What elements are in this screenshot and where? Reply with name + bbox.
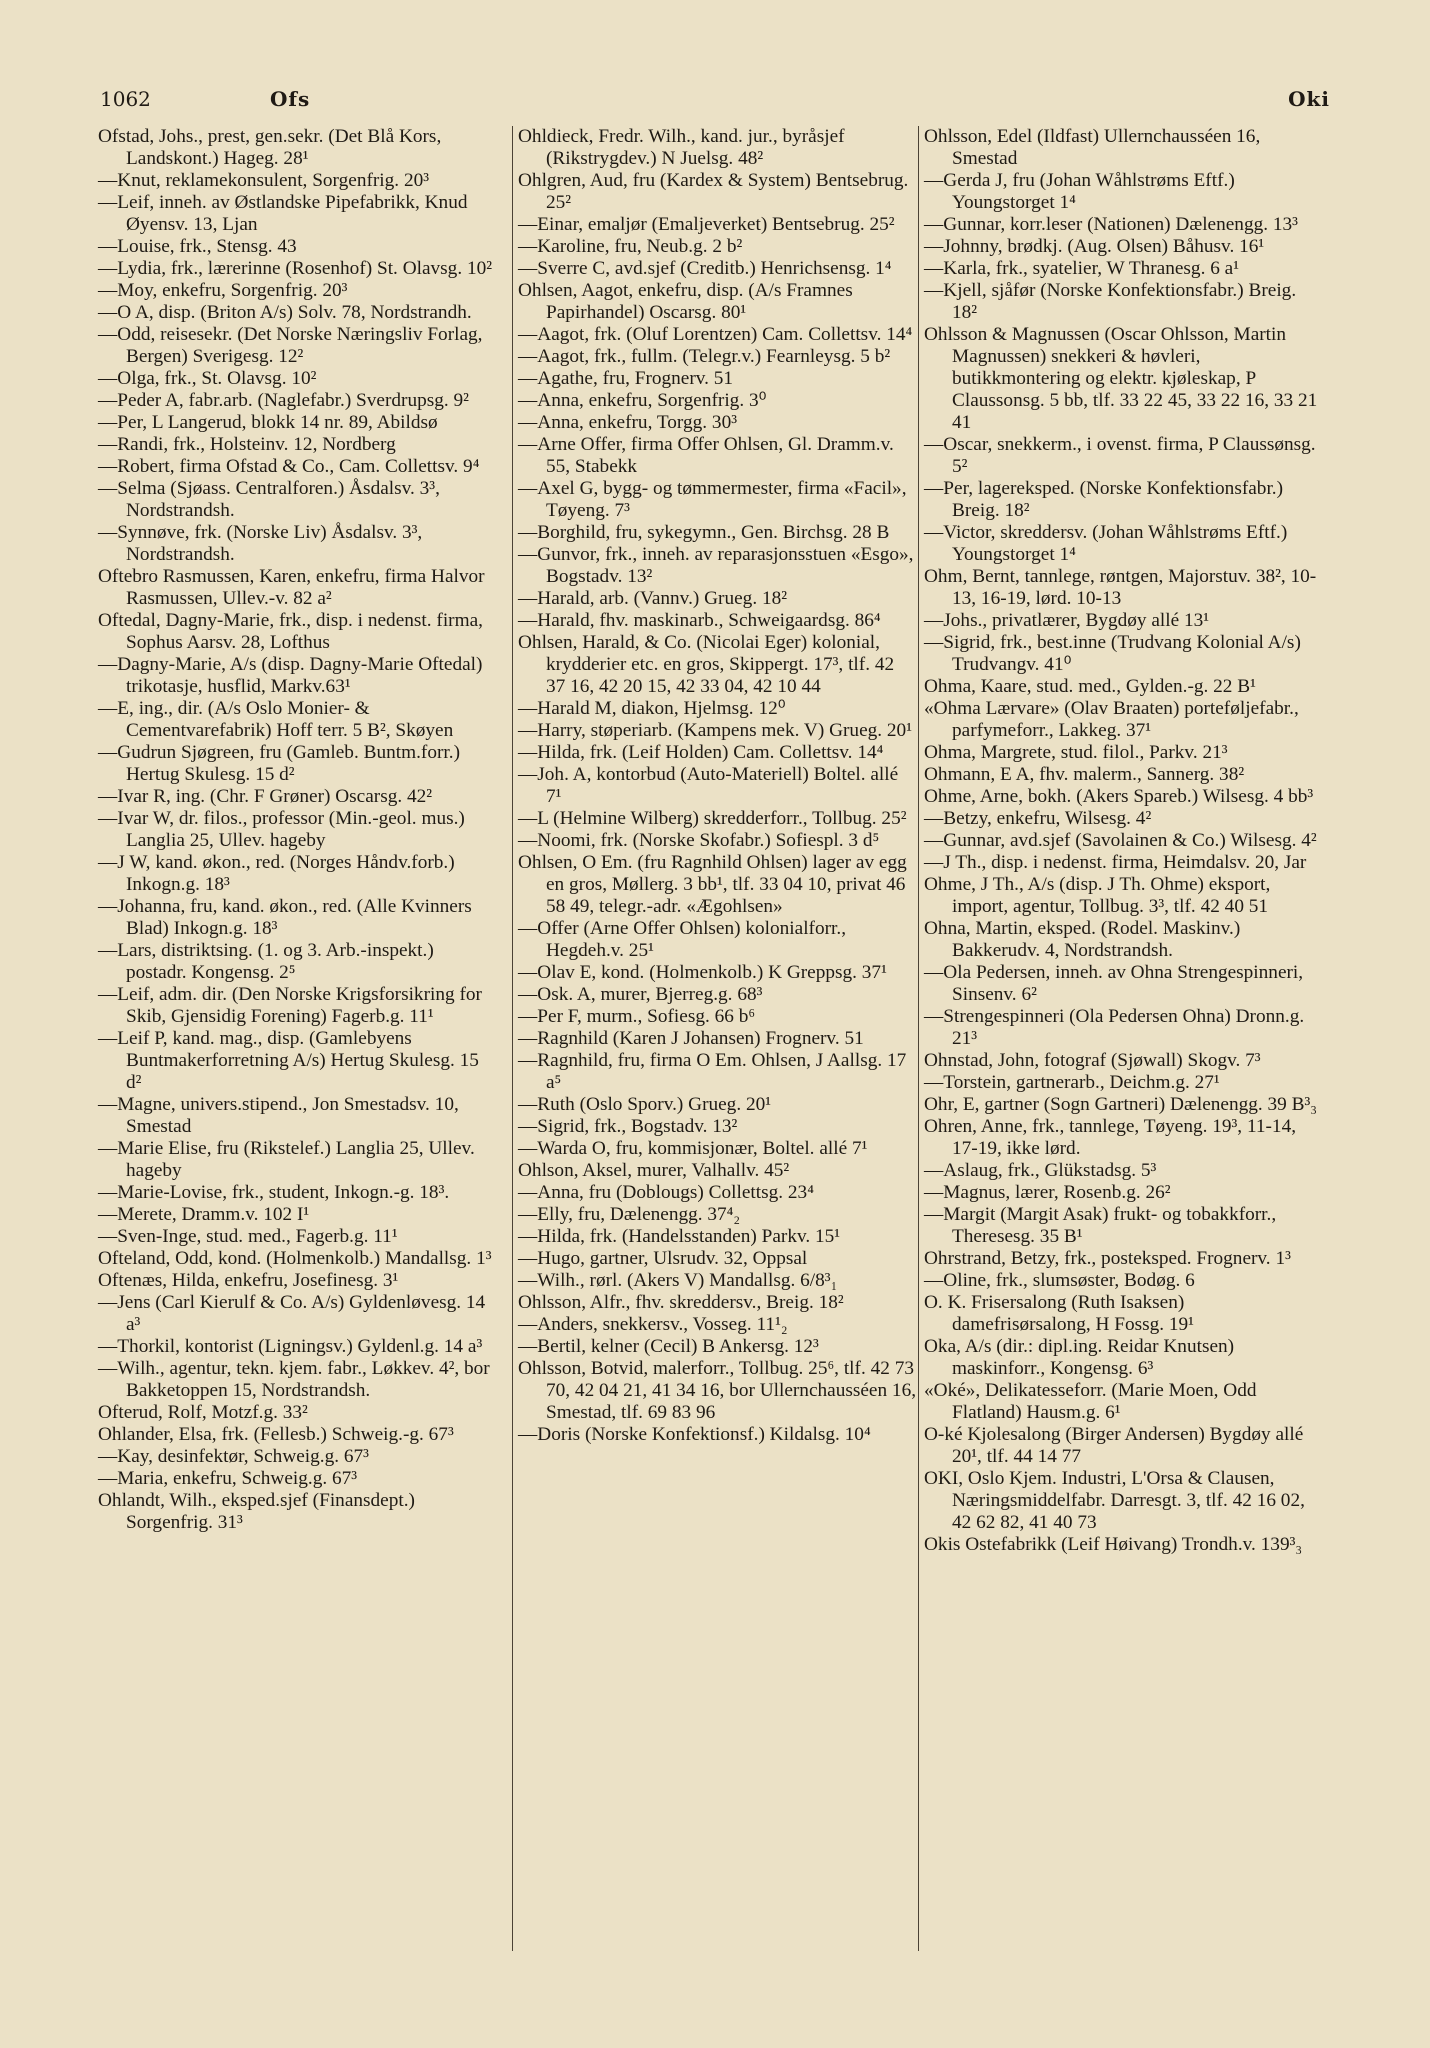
directory-entry: —Ivar R, ing. (Chr. F Grøner) Oscarsg. 42² (98, 786, 433, 807)
directory-entry: —Olga, frk., St. Olavsg. 10² (98, 368, 317, 389)
directory-entry: Ohma, Kaare, stud. med., Gylden.-g. 22 B¹ (924, 676, 1256, 697)
directory-entry: Ohlsen, Harald, & Co. (Nicolai Eger) kolonial, krydderier etc. en gros, Skippergt. 17³, tlf. 42 37 16, 42 20 15, 42 33 04, 42 10 44 (518, 632, 895, 697)
directory-entry: —Aslaug, frk., Glükstadsg. 5³ (924, 1160, 1157, 1181)
directory-entry: Ohldieck, Fredr. Wilh., kand. jur., byråsjef (Rikstrygdev.) N Juelsg. 48² (518, 126, 845, 169)
directory-entry: —Thorkil, kontorist (Ligningsv.) Gyldenl.g. 14 a³ (98, 1336, 483, 1357)
directory-entry: Oftebro Rasmussen, Karen, enkefru, firma Halvor Rasmussen, Ullev.-v. 82 a² (98, 566, 485, 609)
directory-entry: —Noomi, frk. (Norske Skofabr.) Sofiespl. 3 d⁵ (518, 830, 880, 851)
directory-entry: —Warda O, fru, kommisjonær, Boltel. allé 7¹ (518, 1138, 868, 1159)
directory-entry: —Hilda, frk. (Handelsstanden) Parkv. 15¹ (518, 1226, 841, 1247)
directory-entry: —Betzy, enkefru, Wilsesg. 4² (924, 808, 1152, 829)
directory-entry: —L (Helmine Wilberg) skredderforr., Tollbug. 25² (518, 808, 907, 829)
directory-entry: —Ivar W, dr. filos., professor (Min.-geol. mus.) Langlia 25, Ullev. hageby (98, 808, 465, 851)
directory-entry: Ohr, E, gartner (Sogn Gartneri) Dælenengg. 39 B³₃ (924, 1094, 1317, 1115)
directory-entry: Ohna, Martin, eksped. (Rodel. Maskinv.) Bakkerudv. 4, Nordstrandsh. (924, 918, 1241, 961)
directory-entry: Ohlander, Elsa, frk. (Fellesb.) Schweig.-g. 67³ (98, 1424, 454, 1445)
directory-entry: —Moy, enkefru, Sorgenfrig. 20³ (98, 280, 348, 301)
directory-entry: —Johs., privatlærer, Bygdøy allé 13¹ (924, 610, 1210, 631)
directory-entry: —Jens (Carl Kierulf & Co. A/s) Gyldenløvesg. 14 a³ (98, 1292, 486, 1335)
directory-entry: —Joh. A, kontorbud (Auto-Materiell) Boltel. allé 7¹ (518, 764, 899, 807)
page-header (100, 84, 1330, 114)
directory-entry: —J Th., disp. i nedenst. firma, Heimdalsv. 20, Jar (924, 852, 1307, 873)
directory-entry: —Wilh., rørl. (Akers V) Mandallsg. 6/8³₁ (518, 1270, 838, 1291)
directory-entry: Ohlsen, O Em. (fru Ragnhild Ohlsen) lager av egg en gros, Møllerg. 3 bb¹, tlf. 33 04 10, privat 46 58 49, telegr.-adr. «Ægohlsen» (518, 852, 907, 917)
directory-entry: —Ragnhild (Karen J Johansen) Frognerv. 51 (518, 1028, 864, 1049)
directory-entry: Ohma, Margrete, stud. filol., Parkv. 21³ (924, 742, 1228, 763)
directory-entry: —Aagot, frk., fullm. (Telegr.v.) Fearnleysg. 5 b² (518, 346, 891, 367)
directory-entry: —O A, disp. (Briton A/s) Solv. 78, Nordstrandh. (98, 302, 472, 323)
directory-column-2 (518, 126, 918, 1446)
directory-entry: —Axel G, bygg- og tømmermester, firma «Facil», Tøyeng. 7³ (518, 478, 907, 521)
directory-entry: —Selma (Sjøass. Centralforen.) Åsdalsv. 3³, Nordstrandsh. (98, 478, 440, 521)
directory-entry: «Ohma Lærvare» (Olav Braaten) porteføljefabr., parfymeforr., Lakkeg. 37¹ (924, 698, 1299, 741)
directory-entry: —Sverre C, avd.sjef (Creditb.) Henrichsensg. 1⁴ (518, 258, 892, 279)
directory-entry: —Leif P, kand. mag., disp. (Gamlebyens Buntmakerforretning A/s) Hertug Skulesg. 15 d² (98, 1028, 479, 1093)
directory-entry: —Offer (Arne Offer Ohlsen) kolonialforr., Hegdeh.v. 25¹ (518, 918, 847, 961)
directory-entry: Ofterud, Rolf, Motzf.g. 33² (98, 1402, 308, 1423)
directory-entry: —Elly, fru, Dælenengg. 37⁴₂ (518, 1204, 741, 1225)
directory-entry: —Leif, inneh. av Østlandske Pipefabrikk, Knud Øyensv. 13, Ljan (98, 192, 468, 235)
directory-entry: —Per, lagereksped. (Norske Konfektionsfabr.) Breig. 18² (924, 478, 1284, 521)
directory-entry: —Sven-Inge, stud. med., Fagerb.g. 11¹ (98, 1226, 398, 1247)
directory-entry: Ohlsson, Alfr., fhv. skreddersv., Breig. 18² (518, 1292, 844, 1313)
directory-entry: Oftenæs, Hilda, enkefru, Josefinesg. 3¹ (98, 1270, 399, 1291)
directory-entry: Ohme, J Th., A/s (disp. J Th. Ohme) eksport, import, agentur, Tollbug. 3³, tlf. 42 40 51 (924, 874, 1271, 917)
directory-entry: —Harald, fhv. maskinarb., Schweigaardsg. 86⁴ (518, 610, 881, 631)
directory-entry: Ohlsson, Botvid, malerforr., Tollbug. 25⁶, tlf. 42 73 70, 42 04 21, 41 34 16, bor Ullernchausséen 16, Smestad, tlf. 69 83 96 (518, 1358, 917, 1423)
directory-entry: —Randi, frk., Holsteinv. 12, Nordberg (98, 434, 396, 455)
directory-entry: —J W, kand. økon., red. (Norges Håndv.forb.) Inkogn.g. 18³ (98, 852, 455, 895)
directory-entry: Ohlgren, Aud, fru (Kardex & System) Bentsebrug. 25² (518, 170, 909, 213)
directory-entry: —Dagny-Marie, A/s (disp. Dagny-Marie Oftedal) trikotasje, husflid, Markv.63¹ (98, 654, 483, 697)
directory-entry: OKI, Oslo Kjem. Industri, L'Orsa & Clausen, Næringsmiddelfabr. Darresgt. 3, tlf. 42 16 02, 42 62 82, 41 40 73 (924, 1468, 1305, 1533)
directory-entry: Okis Ostefabrikk (Leif Høivang) Trondh.v. 139³₃ (924, 1534, 1303, 1555)
directory-entry: Ohlsson & Magnussen (Oscar Ohlsson, Martin Magnussen) snekkeri & høvleri, butikkmontering og elektr. kjøleskap, P Claussonsg. 5 bb, tlf. 33 22 45, 33 22 16, 33 21 41 (924, 324, 1318, 433)
directory-entry: —Hilda, frk. (Leif Holden) Cam. Collettsv. 14⁴ (518, 742, 884, 763)
directory-entry: —Gunvor, frk., inneh. av reparasjonsstuen «Esgo», Bogstadv. 13² (518, 544, 914, 587)
directory-entry: Ohlandt, Wilh., eksped.sjef (Finansdept.) Sorgenfrig. 31³ (98, 1490, 415, 1533)
directory-entry: —Lars, distriktsing. (1. og 3. Arb.-inspekt.) postadr. Kongensg. 2⁵ (98, 940, 434, 983)
directory-entry: —Anna, enkefru, Torgg. 30³ (518, 412, 737, 433)
directory-entry: Ofteland, Odd, kond. (Holmenkolb.) Mandallsg. 1³ (98, 1248, 492, 1269)
directory-entry: —Gerda J, fru (Johan Wåhlstrøms Eftf.) Youngstorget 1⁴ (924, 170, 1235, 213)
column-divider (512, 126, 513, 1951)
directory-entry: —Osk. A, murer, Bjerreg.g. 68³ (518, 984, 763, 1005)
directory-entry: —Doris (Norske Konfektionsf.) Kildalsg. 10⁴ (518, 1424, 871, 1445)
directory-entry: —Robert, firma Ofstad & Co., Cam. Collettsv. 9⁴ (98, 456, 480, 477)
directory-entry: Ohme, Arne, bokh. (Akers Spareb.) Wilsesg. 4 bb³ (924, 786, 1314, 807)
directory-entry: —Oscar, snekkerm., i ovenst. firma, P Claussønsg. 5² (924, 434, 1316, 477)
directory-entry: —Agathe, fru, Frognerv. 51 (518, 368, 734, 389)
directory-entry: Oka, A/s (dir.: dipl.ing. Reidar Knutsen) maskinforr., Kongensg. 6³ (924, 1336, 1235, 1379)
directory-entry: —Synnøve, frk. (Norske Liv) Åsdalsv. 3³, Nordstrandsh. (98, 522, 423, 565)
directory-entry: —Bertil, kelner (Cecil) B Ankersg. 12³ (518, 1336, 819, 1357)
directory-entry: —Hugo, gartner, Ulsrudv. 32, Oppsal (518, 1248, 808, 1269)
directory-entry: —E, ing., dir. (A/s Oslo Monier- & Cementvarefabrik) Hoff terr. 5 B², Skøyen (98, 698, 454, 741)
directory-entry: O. K. Frisersalong (Ruth Isaksen) damefrisørsalong, H Fossg. 19¹ (924, 1292, 1194, 1335)
directory-entry: —Kjell, sjåfør (Norske Konfektionsfabr.) Breig. 18² (924, 280, 1297, 323)
directory-entry: —Aagot, frk. (Oluf Lorentzen) Cam. Collettsv. 14⁴ (518, 324, 913, 345)
directory-entry: Oftedal, Dagny-Marie, frk., disp. i nedenst. firma, Sophus Aarsv. 28, Lofthus (98, 610, 483, 653)
directory-entry: —Strengespinneri (Ola Pedersen Ohna) Dronn.g. 21³ (924, 1006, 1305, 1049)
directory-entry: Ohlsen, Aagot, enkefru, disp. (A/s Framnes Papirhandel) Oscarsg. 80¹ (518, 280, 853, 323)
directory-entry: —Gunnar, avd.sjef (Savolainen & Co.) Wilsesg. 4² (924, 830, 1317, 851)
directory-entry: —Johanna, fru, kand. økon., red. (Alle Kvinners Blad) Inkogn.g. 18³ (98, 896, 472, 939)
directory-entry: —Marie-Lovise, frk., student, Inkogn.-g. 18³. (98, 1182, 450, 1203)
directory-entry: —Karla, frk., syatelier, W Thranesg. 6 a¹ (924, 258, 1240, 279)
directory-entry: —Kay, desinfektør, Schweig.g. 67³ (98, 1446, 369, 1467)
directory-entry: —Karoline, fru, Neub.g. 2 b² (518, 236, 743, 257)
directory-entry: —Harald, arb. (Vannv.) Grueg. 18² (518, 588, 788, 609)
directory-entry: —Torstein, gartnerarb., Deichm.g. 27¹ (924, 1072, 1220, 1093)
directory-entry: Ohmann, E A, fhv. malerm., Sannerg. 38² (924, 764, 1245, 785)
directory-entry: —Borghild, fru, sykegymn., Gen. Birchsg. 28 B (518, 522, 890, 543)
directory-column-1 (98, 126, 498, 1534)
right-guide-word: Oki (1288, 87, 1330, 111)
directory-entry: —Leif, adm. dir. (Den Norske Krigsforsikring for Skib, Gjensidig Forening) Fagerb.g. 11¹ (98, 984, 482, 1027)
directory-column-3 (924, 126, 1324, 1556)
directory-entry: —Arne Offer, firma Offer Ohlsen, Gl. Dramm.v. 55, Stabekk (518, 434, 894, 477)
directory-entry: Ohm, Bernt, tannlege, røntgen, Majorstuv. 38², 10-13, 16-19, lørd. 10-13 (924, 566, 1317, 609)
directory-entry: —Marie Elise, fru (Rikstelef.) Langlia 25, Ullev. hageby (98, 1138, 475, 1181)
directory-entry: —Harry, støperiarb. (Kampens mek. V) Grueg. 20¹ (518, 720, 912, 741)
directory-entry: —Harald M, diakon, Hjelmsg. 12⁰ (518, 698, 786, 719)
directory-entry: —Ola Pedersen, inneh. av Ohna Strengespinneri, Sinsenv. 6² (924, 962, 1304, 1005)
directory-entry: —Lydia, frk., lærerinne (Rosenhof) St. Olavsg. 10² (98, 258, 493, 279)
column-divider (918, 126, 919, 1951)
directory-entry: —Olav E, kond. (Holmenkolb.) K Greppsg. 37¹ (518, 962, 887, 983)
directory-entry: —Gunnar, korr.leser (Nationen) Dælenengg. 13³ (924, 214, 1298, 235)
directory-entry: —Anders, snekkersv., Vosseg. 11¹₂ (518, 1314, 788, 1335)
directory-entry: —Sigrid, frk., Bogstadv. 13² (518, 1116, 738, 1137)
directory-entry: —Magne, univers.stipend., Jon Smestadsv. 10, Smestad (98, 1094, 459, 1137)
directory-entry: —Merete, Dramm.v. 102 I¹ (98, 1204, 310, 1225)
directory-entry: «Oké», Delikatesseforr. (Marie Moen, Odd Flatland) Hausm.g. 6¹ (924, 1380, 1257, 1423)
directory-entry: —Per F, murm., Sofiesg. 66 b⁶ (518, 1006, 756, 1027)
directory-entry: —Einar, emaljør (Emaljeverket) Bentsebrug. 25² (518, 214, 895, 235)
directory-entry: —Margit (Margit Asak) frukt- og tobakkforr., Theresesg. 35 B¹ (924, 1204, 1277, 1247)
directory-entry: —Magnus, lærer, Rosenb.g. 26² (924, 1182, 1171, 1203)
directory-entry: —Ruth (Oslo Sporv.) Grueg. 20¹ (518, 1094, 772, 1115)
directory-entry: —Anna, fru (Doblougs) Collettsg. 23⁴ (518, 1182, 814, 1203)
page-number: 1062 (100, 87, 151, 111)
directory-entry: —Ragnhild, fru, firma O Em. Ohlsen, J Aallsg. 17 a⁵ (518, 1050, 907, 1093)
directory-entry: —Knut, reklamekonsulent, Sorgenfrig. 20³ (98, 170, 430, 191)
directory-entry: Ohlsson, Edel (Ildfast) Ullernchausséen 16, Smestad (924, 126, 1261, 169)
directory-entry: —Per, L Langerud, blokk 14 nr. 89, Abildsø (98, 412, 438, 433)
directory-entry: —Sigrid, frk., best.inne (Trudvang Kolonial A/s) Trudvangv. 41⁰ (924, 632, 1301, 675)
directory-entry: —Louise, frk., Stensg. 43 (98, 236, 297, 257)
directory-entry: —Oline, frk., slumsøster, Bodøg. 6 (924, 1270, 1195, 1291)
directory-entry: —Wilh., agentur, tekn. kjem. fabr., Løkkev. 4², bor Bakketoppen 15, Nordstrandsh. (98, 1358, 490, 1401)
directory-entry: —Victor, skreddersv. (Johan Wåhlstrøms Eftf.) Youngstorget 1⁴ (924, 522, 1288, 565)
directory-entry: Ofstad, Johs., prest, gen.sekr. (Det Blå Kors, Landskont.) Hageg. 28¹ (98, 126, 442, 169)
directory-entry: O-ké Kjolesalong (Birger Andersen) Bygdøy allé 20¹, tlf. 44 14 77 (924, 1424, 1304, 1467)
left-guide-word: Ofs (270, 87, 311, 111)
directory-entry: Ohrstrand, Betzy, frk., posteksped. Frognerv. 1³ (924, 1248, 1291, 1269)
directory-entry: —Johnny, brødkj. (Aug. Olsen) Båhusv. 16¹ (924, 236, 1265, 257)
directory-entry: Ohren, Anne, frk., tannlege, Tøyeng. 19³, 11-14, 17-19, ikke lørd. (924, 1116, 1297, 1159)
directory-entry: —Anna, enkefru, Sorgenfrig. 3⁰ (518, 390, 767, 411)
directory-entry: —Maria, enkefru, Schweig.g. 67³ (98, 1468, 358, 1489)
directory-entry: Ohnstad, John, fotograf (Sjøwall) Skogv. 7³ (924, 1050, 1261, 1071)
directory-entry: —Peder A, fabr.arb. (Naglefabr.) Sverdrupsg. 9² (98, 390, 469, 411)
directory-entry: —Gudrun Sjøgreen, fru (Gamleb. Buntm.forr.) Hertug Skulesg. 15 d² (98, 742, 460, 785)
directory-entry: Ohlson, Aksel, murer, Valhallv. 45² (518, 1160, 790, 1181)
directory-entry: —Odd, reisesekr. (Det Norske Næringsliv Forlag, Bergen) Sverigesg. 12² (98, 324, 483, 367)
